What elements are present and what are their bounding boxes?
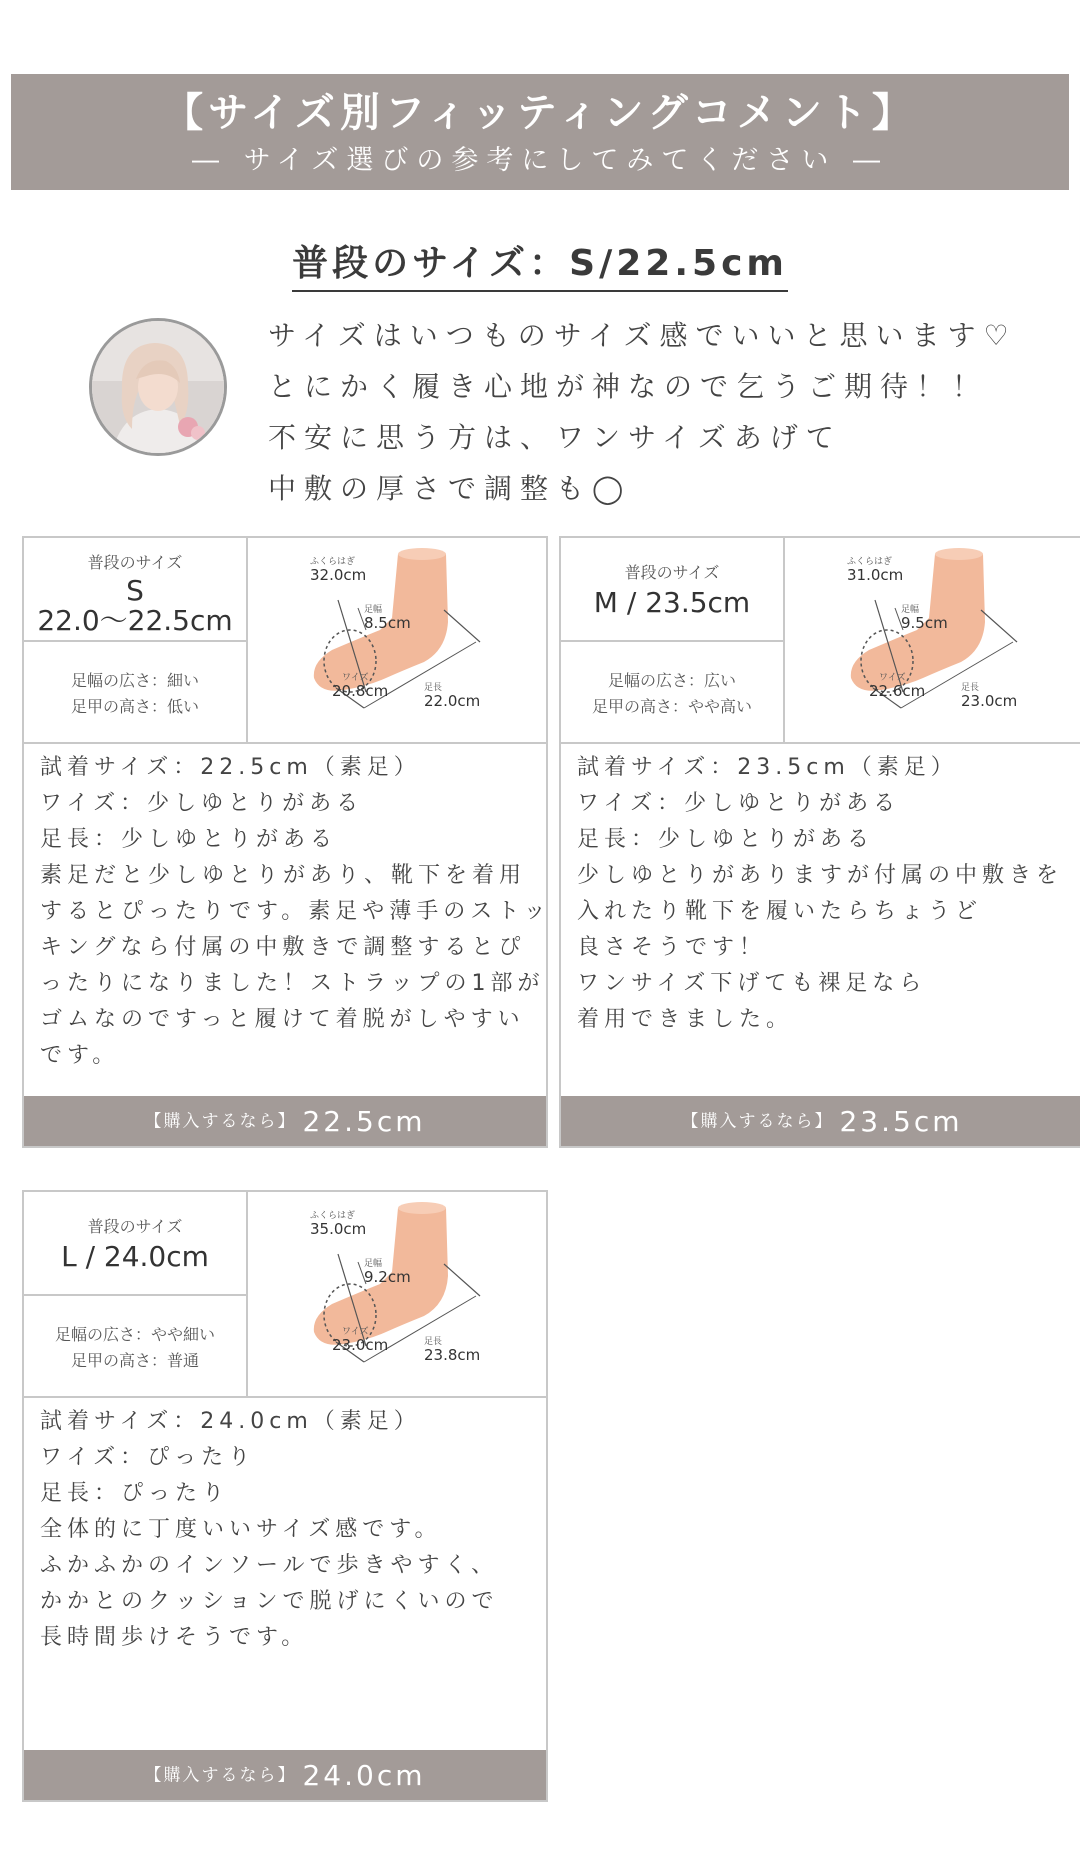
width-value: 8.5cm — [364, 614, 411, 632]
length-value: 23.0cm — [961, 692, 1018, 710]
note-line: ワイズ：少しゆとりがある — [577, 791, 901, 816]
width-label: 足幅 — [364, 1259, 383, 1269]
usual-size-value: M / 23.5cm — [593, 586, 751, 619]
usual-size-box — [561, 538, 785, 642]
size-card-m — [559, 536, 1080, 1148]
comment-line: サイズはいつものサイズ感でいいと思います♡ — [268, 319, 1017, 352]
recommended-size-label: 【購入するなら】 — [144, 1765, 297, 1786]
usual-size-label: 普段のサイズ — [624, 563, 720, 582]
size-card-l — [22, 1190, 548, 1802]
note-line: 足長：ぴったり — [40, 1481, 230, 1506]
comment-line: 不安に思う方は、ワンサイズあげて — [268, 421, 842, 454]
foot-illustration — [248, 538, 546, 744]
fitting-notes — [40, 750, 551, 1074]
calf-label: ふくらはぎ — [847, 557, 893, 567]
usual-size-box — [24, 538, 248, 642]
note-line: 試着サイズ：23.5cm（素足） — [577, 755, 958, 780]
length-label: 足長 — [961, 683, 980, 693]
foot-height-trait: 足甲の高さ：普通 — [70, 1351, 199, 1370]
card-header — [561, 538, 1080, 744]
note-line: ったりになりました！ストラップの1部が — [40, 971, 545, 996]
banner-title: 【サイズ別フィッティングコメント】 — [163, 90, 917, 136]
recommended-size-value: 22.5cm — [302, 1104, 426, 1138]
note-line: かかとのクッションで脱げにくいので — [40, 1589, 499, 1614]
foot-measurement-diagram — [248, 1192, 546, 1398]
calf-value: 31.0cm — [847, 566, 904, 584]
note-line: 素足だと少しゆとりがあり、靴下を着用 — [40, 863, 527, 888]
note-line: 試着サイズ：22.5cm（素足） — [40, 755, 421, 780]
calf-value: 35.0cm — [310, 1220, 367, 1238]
note-line: ゴムなのですっと履けて着脱がしやすい — [40, 1007, 525, 1032]
length-value: 23.8cm — [424, 1346, 481, 1364]
width-value: 9.5cm — [901, 614, 948, 632]
usual-size-label: 普段のサイズ — [87, 1217, 183, 1236]
foot-illustration — [248, 1192, 546, 1398]
foot-height-trait: 足甲の高さ：低い — [70, 697, 199, 716]
recommended-size-label: 【購入するなら】 — [144, 1111, 297, 1132]
usual-size-heading — [0, 242, 1080, 292]
recommended-size-bar — [24, 1750, 546, 1800]
width-label: 足幅 — [364, 605, 383, 615]
note-line: 全体的に丁度いいサイズ感です。 — [40, 1517, 442, 1542]
foot-measurement-diagram — [785, 538, 1080, 744]
recommended-size-label: 【購入するなら】 — [681, 1111, 834, 1132]
foot-traits-box — [24, 1296, 248, 1398]
usual-size-value: L / 24.0cm — [61, 1240, 209, 1273]
note-line: 足長：少しゆとりがある — [40, 827, 338, 852]
usual-size-text: 普段のサイズ：S/22.5cm — [292, 242, 788, 292]
length-label: 足長 — [424, 1337, 443, 1347]
usual-size-range: 22.0〜22.5cm — [37, 604, 233, 637]
note-line: 着用できました。 — [577, 1007, 794, 1032]
note-line: です。 — [40, 1043, 120, 1068]
avatar — [89, 318, 227, 456]
wise-value: 20.8cm — [332, 682, 389, 700]
note-line: 足長：少しゆとりがある — [577, 827, 875, 852]
usual-size-box — [24, 1192, 248, 1296]
foot-width-trait: 足幅の広さ：広い — [607, 671, 736, 690]
length-label: 足長 — [424, 683, 443, 693]
card-header — [24, 538, 546, 744]
foot-width-trait: 足幅の広さ：細い — [70, 671, 199, 690]
note-line: ワイズ：ぴったり — [40, 1445, 256, 1470]
avatar-photo — [92, 321, 224, 453]
calf-label: ふくらはぎ — [310, 557, 356, 567]
wise-label: ワイズ — [879, 673, 906, 683]
usual-size-value: S — [126, 574, 144, 607]
fitting-comment — [268, 310, 1028, 514]
card-header — [24, 1192, 546, 1398]
calf-label: ふくらはぎ — [310, 1211, 356, 1221]
recommended-size-value: 24.0cm — [302, 1758, 426, 1792]
calf-value: 32.0cm — [310, 566, 367, 584]
section-banner — [11, 74, 1069, 190]
foot-traits-box — [561, 642, 785, 744]
comment-line: 中敷の厚さで調整も◯ — [268, 472, 632, 505]
note-line: 入れたり靴下を履いたらちょうど — [577, 899, 983, 924]
note-line: 試着サイズ：24.0cm（素足） — [40, 1409, 421, 1434]
note-line: ワイズ：少しゆとりがある — [40, 791, 364, 816]
recommended-size-bar — [561, 1096, 1080, 1146]
length-value: 22.0cm — [424, 692, 481, 710]
foot-illustration — [785, 538, 1080, 744]
note-line: キングなら付属の中敷きで調整するとぴ — [40, 935, 526, 960]
note-line: するとぴったりです。素足や薄手のストッ — [40, 899, 551, 924]
wise-value: 22.6cm — [869, 682, 926, 700]
foot-height-trait: 足甲の高さ：やや高い — [591, 697, 752, 716]
foot-width-trait: 足幅の広さ：やや細い — [54, 1325, 215, 1344]
note-line: 少しゆとりがありますが付属の中敷きを — [577, 863, 1064, 888]
wise-value: 23.0cm — [332, 1336, 389, 1354]
fitting-notes — [577, 750, 1073, 1038]
note-line: 長時間歩けそうです。 — [40, 1625, 309, 1650]
width-label: 足幅 — [901, 605, 920, 615]
recommended-size-bar — [24, 1096, 546, 1146]
wise-label: ワイズ — [342, 1327, 369, 1337]
size-card-s — [22, 536, 551, 1148]
width-value: 9.2cm — [364, 1268, 411, 1286]
note-line: ふかふかのインソールで歩きやすく、 — [40, 1553, 499, 1578]
note-line: ワンサイズ下げても裸足なら — [577, 971, 927, 996]
note-line: 良さそうです！ — [577, 935, 767, 960]
recommended-size-value: 23.5cm — [839, 1104, 963, 1138]
fitting-notes — [40, 1404, 536, 1656]
banner-subtitle: ― サイズ選びの参考にしてみてください ― — [191, 145, 888, 176]
usual-size-label: 普段のサイズ — [87, 553, 183, 572]
foot-traits-box — [24, 642, 248, 744]
wise-label: ワイズ — [342, 673, 369, 683]
comment-line: とにかく履き心地が神なので乞うご期待！！ — [268, 370, 989, 403]
foot-measurement-diagram — [248, 538, 546, 744]
